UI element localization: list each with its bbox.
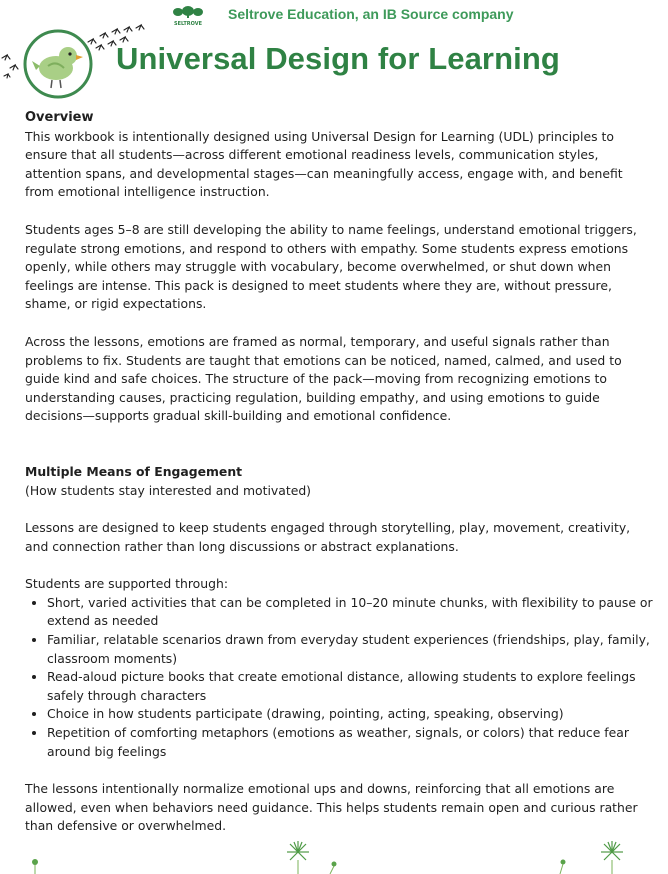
document-body: [25, 109, 655, 836]
dandelion-icon: [0, 838, 668, 874]
engagement-closing: The lessons intentionally normalize emotional ups and downs, reinforcing that all emotions are allowed, even when behaviors need guidance. This helps students remain open and curious rather than defensive or overwhelmed.: [25, 781, 638, 834]
engagement-subheading: (How students stay interested and motivated): [25, 482, 312, 498]
overview-paragraph-3: Across the lessons, emotions are framed as normal, temporary, and useful signals rather than problems to fix. Students are taught that emotions can be noticed, named, calmed, and used to guide kind and safe choices. The structure of the pack—moving from recognizing emotions to understanding causes, practicing regulation, building empathy, and using emotions to guide decisions—supports gradual skill-building and emotional confidence.: [25, 333, 622, 424]
overview-paragraph-2: Students ages 5–8 are still developing the ability to name feelings, understand emotional triggers, regulate strong emotions, and respond to others with empathy. Some students express emotions openly, while others may struggle with vocabulary, become overwhelmed, or shut down when feelings are intense. This pack is designed to meet students where they are, without pressure, shame, or rigid expectations.: [25, 221, 637, 312]
svg-text:SELTROVE: SELTROVE: [173, 21, 203, 27]
supported-label: Students are supported through:: [25, 576, 229, 592]
list-item: • Read-aloud picture books that create emotional distance, allowing students to explore feelings safely through characters: [47, 668, 655, 705]
list-item: • Short, varied activities that can be completed in 10–20 minute chunks, with flexibility to pause or extend as needed: [47, 594, 655, 631]
overview-heading: Overview: [25, 110, 94, 125]
engagement-heading: Multiple Means of Engagement: [25, 463, 243, 479]
list-item: • Repetition of comforting metaphors (emotions as weather, signals, or colors) that reduce fear around big feelings: [47, 724, 655, 761]
page-header: [0, 0, 668, 100]
seltrove-logo-icon: [170, 5, 206, 27]
company-name: Seltrove Education, an IB Source company: [228, 6, 514, 22]
engagement-intro: Lessons are designed to keep students engaged through storytelling, play, movement, creativity, and connection rather than long discussions or abstract explanations.: [25, 520, 631, 554]
overview-paragraph-1: This workbook is intentionally designed using Universal Design for Learning (UDL) principles to ensure that all students—across different emotional readiness levels, communication styles, attention spans, and developmental stages—can meaningfully access, engage with, and benefit from emotional intelligence instruction.: [25, 128, 623, 200]
support-list: [25, 594, 655, 761]
list-item: • Familiar, relatable scenarios drawn from everyday student experiences (friendships, play, family, classroom moments): [47, 631, 655, 668]
bird-icon: [22, 28, 94, 100]
page-title: Universal Design for Learning: [116, 41, 560, 76]
list-item: • Choice in how students participate (drawing, pointing, acting, speaking, observing): [47, 705, 655, 724]
